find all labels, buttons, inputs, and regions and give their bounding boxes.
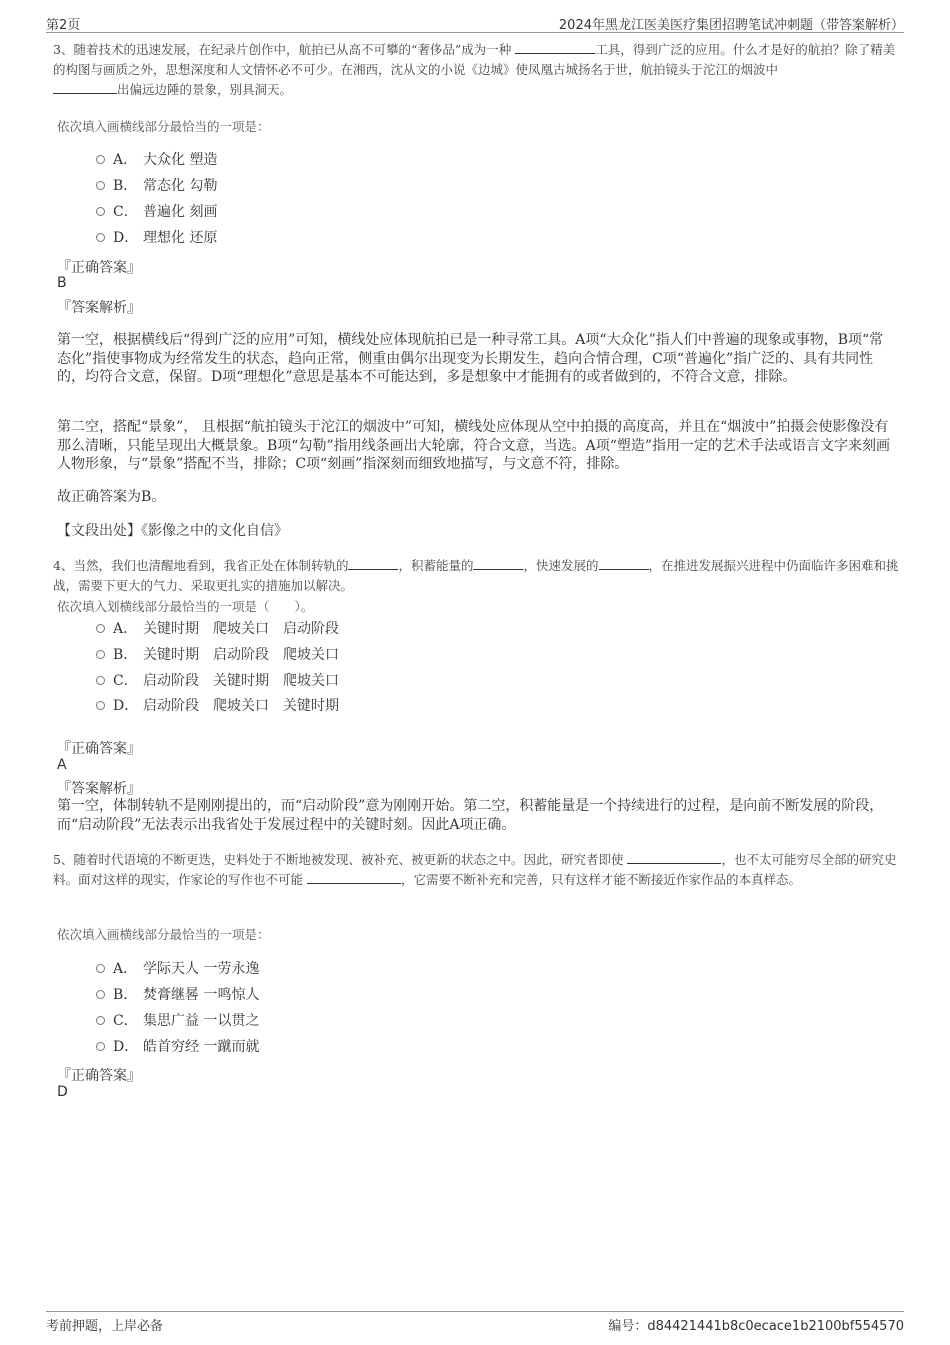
analysis-conclusion: 故正确答案为B。 bbox=[57, 489, 166, 505]
question-4-prompt: 依次填入划横线部分最恰当的一项是（ ）。 bbox=[57, 599, 314, 614]
answer-blank bbox=[473, 556, 523, 570]
answer-blank bbox=[53, 80, 117, 94]
document-title: 2024年黑龙江医美医疗集团招聘笔试冲刺题（带答案解析） bbox=[558, 18, 904, 33]
question-4-option-a[interactable]: A． 关键时期 爬坡关口 启动阶段 bbox=[96, 617, 339, 639]
question-3-prompt: 依次填入画横线部分最恰当的一项是： bbox=[57, 119, 270, 134]
correct-answer-label: 『正确答案』 bbox=[57, 260, 141, 276]
question-3-text: 3、随着技术的迅速发展，在纪录片创作中，航拍已从高不可攀的“奢侈品”成为一种 工具，得到广泛的应用。什么才是好的航拍？除了精美的构图与画质之外，思想深度和人文情怀必不可少。在湘西，沈从文的小说《边城》使凤凰古城扬名于世，航拍镜头于沱江的烟波中 出偏远边陲的景象，别具洞天。 bbox=[53, 42, 896, 97]
answer-blank bbox=[307, 870, 401, 884]
question-4-option-b[interactable]: B． 关键时期 启动阶段 爬坡关口 bbox=[96, 643, 339, 665]
analysis-paragraph: 第二空，搭配“景象”， 且根据“航拍镜头于沱江的烟波中”可知，横线处应体现从空中拍摄的高度高，并且在“烟波中”拍摄会使影像没有那么清晰，只能呈现出大概景象。B项“勾勒”指用线条画出大轮廓，符合文意，当选。A项“塑造”指用一定的艺术手法或语言文字来刻画人物形象，与“景象”搭配不当，排除；C项“刻画”指深刻而细致地描写，与文意不符，排除。 bbox=[57, 419, 891, 472]
question-3-option-c[interactable]: C． 普遍化 刻画 bbox=[96, 200, 217, 222]
footer-slogan: 考前押题，上岸必备 bbox=[46, 1319, 164, 1334]
radio-icon[interactable] bbox=[96, 1042, 105, 1051]
question-5-prompt: 依次填入画横线部分最恰当的一项是： bbox=[57, 927, 270, 942]
correct-answer: B bbox=[57, 275, 67, 291]
question-5-text: 5、随着时代语境的不断更迭，史料处于不断地被发现、被补充、被更新的状态之中。因此，研究者即使 ，也不太可能穷尽全部的研究史料。面对这样的现实，作家论的写作也不可能 ，它需要不断补充和完善，只有这样才能不断接近作家作品的本真样态。 bbox=[53, 852, 897, 887]
correct-answer: D bbox=[57, 1084, 68, 1100]
question-5-option-c[interactable]: C． 集思广益 一以贯之 bbox=[96, 1009, 259, 1031]
correct-answer-label: 『正确答案』 bbox=[57, 1068, 141, 1084]
correct-answer: A bbox=[57, 757, 67, 773]
correct-answer-label: 『正确答案』 bbox=[57, 741, 141, 757]
analysis-paragraph: 第一空，根据横线后“得到广泛的应用”可知，横线处应体现航拍已是一种寻常工具。A项“大众化”指人们中普遍的现象或事物，B项“常态化”指使事物成为经常发生的状态，趋向正常，侧重由偶尔出现变为长期发生，趋向合情合理，C项“普遍化”指广泛的、具有共同性的，均符合文意，保留。D项“理想化”意思是基本不可能达到，多是想象中才能拥有的或者做到的，不符合文意，排除。 bbox=[57, 332, 884, 385]
answer-blank bbox=[348, 556, 398, 570]
page-number: 第2页 bbox=[46, 18, 81, 33]
radio-icon[interactable] bbox=[96, 233, 105, 242]
radio-icon[interactable] bbox=[96, 181, 105, 190]
radio-icon[interactable] bbox=[96, 701, 105, 710]
page-header bbox=[46, 12, 904, 33]
document-id: 编号：d84421441b8c0ecace1b2100bf554570 bbox=[608, 1319, 904, 1334]
answer-blank bbox=[515, 40, 595, 54]
question-3-option-a[interactable]: A． 大众化 塑造 bbox=[96, 148, 217, 170]
radio-icon[interactable] bbox=[96, 676, 105, 685]
source-citation: 【文段出处】《影像之中的文化自信》 bbox=[57, 523, 288, 539]
question-5-option-b[interactable]: B． 焚膏继晷 一鸣惊人 bbox=[96, 983, 259, 1005]
question-3-option-b[interactable]: B． 常态化 勾勒 bbox=[96, 174, 217, 196]
analysis-label: 『答案解析』 bbox=[57, 781, 141, 797]
page-footer bbox=[46, 1311, 904, 1336]
question-5-option-a[interactable]: A． 学际天人 一劳永逸 bbox=[96, 957, 259, 979]
radio-icon[interactable] bbox=[96, 964, 105, 973]
question-4-option-d[interactable]: D． 启动阶段 爬坡关口 关键时期 bbox=[96, 694, 339, 716]
radio-icon[interactable] bbox=[96, 650, 105, 659]
analysis-paragraph: 第一空，体制转轨不是刚刚提出的，而“启动阶段”意为刚刚开始。第二空，积蓄能量是一个持续进行的过程，是向前不断发展的阶段，而“启动阶段”无法表示出我省处于发展过程中的关键时刻。因此A项正确。 bbox=[57, 798, 884, 833]
question-4-option-c[interactable]: C． 启动阶段 关键时期 爬坡关口 bbox=[96, 669, 339, 691]
question-3-option-d[interactable]: D． 理想化 还原 bbox=[96, 226, 217, 248]
answer-blank bbox=[627, 850, 721, 864]
radio-icon[interactable] bbox=[96, 990, 105, 999]
analysis-label: 『答案解析』 bbox=[57, 300, 141, 316]
radio-icon[interactable] bbox=[96, 624, 105, 633]
answer-blank bbox=[599, 556, 649, 570]
question-4-text: 4、当然，我们也清醒地看到，我省正处在体制转轨的 ，积蓄能量的 ，快速发展的 ，在推进发展振兴进程中仍面临许多困难和挑战，需要下更大的气力、采取更扎实的措施加以解决。 bbox=[53, 558, 899, 593]
radio-icon[interactable] bbox=[96, 207, 105, 216]
radio-icon[interactable] bbox=[96, 155, 105, 164]
question-5-option-d[interactable]: D． 皓首穷经 一蹴而就 bbox=[96, 1035, 259, 1057]
radio-icon[interactable] bbox=[96, 1016, 105, 1025]
